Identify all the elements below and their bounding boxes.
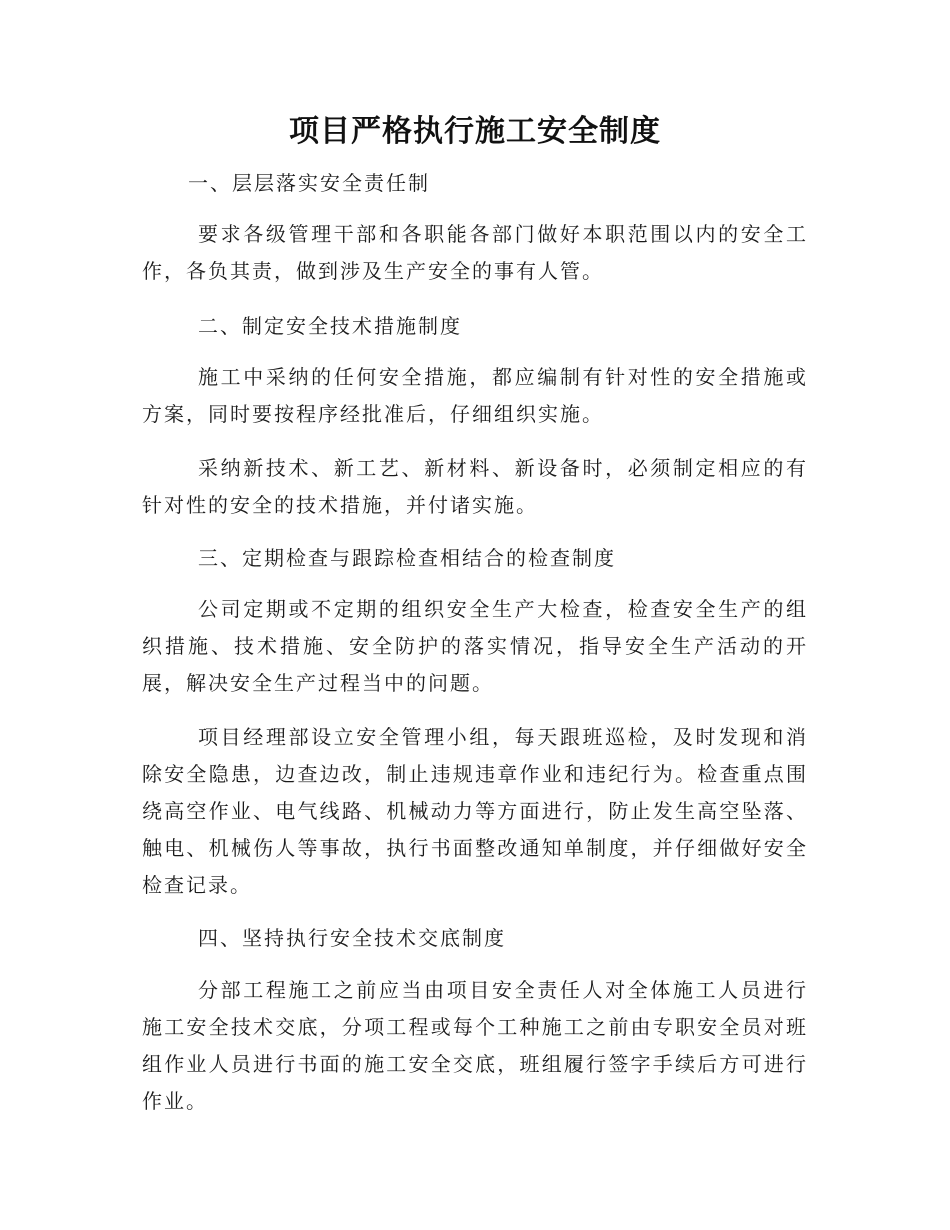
section-heading-2: 二、制定安全技术措施制度 (198, 314, 462, 338)
page-title: 项目严格执行施工安全制度 (289, 114, 661, 149)
paragraph-3-1: 公司定期或不定期的组织安全生产大检查，检查安全生产的组织措施、技术措施、安全防护的落实情况，指导安全生产活动的开展，解决安全生产过程当中的问题。 (142, 597, 808, 695)
paragraph-1-1: 要求各级管理干部和各职能各部门做好本职范围以内的安全工作，各负其责，做到涉及生产安全的事有人管。 (142, 222, 808, 283)
section-heading-3: 三、定期检查与跟踪检查相结合的检查制度 (198, 546, 616, 570)
paragraph-2-1: 施工中采纳的任何安全措施，都应编制有针对性的安全措施或方案，同时要按程序经批准后，仔细组织实施。 (142, 365, 808, 426)
paragraph-2-2: 采纳新技术、新工艺、新材料、新设备时，必须制定相应的有针对性的安全的技术措施，并付诸实施。 (142, 456, 808, 517)
paragraph-4-1: 分部工程施工之前应当由项目安全责任人对全体施工人员进行施工安全技术交底，分项工程或每个工种施工之前由专职安全员对班组作业人员进行书面的施工安全交底，班组履行签字手续后方可进行作业。 (142, 978, 808, 1113)
section-heading-1: 一、层层落实安全责任制 (188, 171, 430, 195)
paragraph-3-2: 项目经理部设立安全管理小组，每天跟班巡检，及时发现和消除安全隐患，边查边改，制止违规违章作业和违纪行为。检查重点围绕高空作业、电气线路、机械动力等方面进行，防止发生高空坠落、触电、机械伤人等事故，执行书面整改通知单制度，并仔细做好安全检查记录。 (142, 725, 808, 897)
section-heading-4: 四、坚持执行安全技术交底制度 (198, 926, 506, 950)
